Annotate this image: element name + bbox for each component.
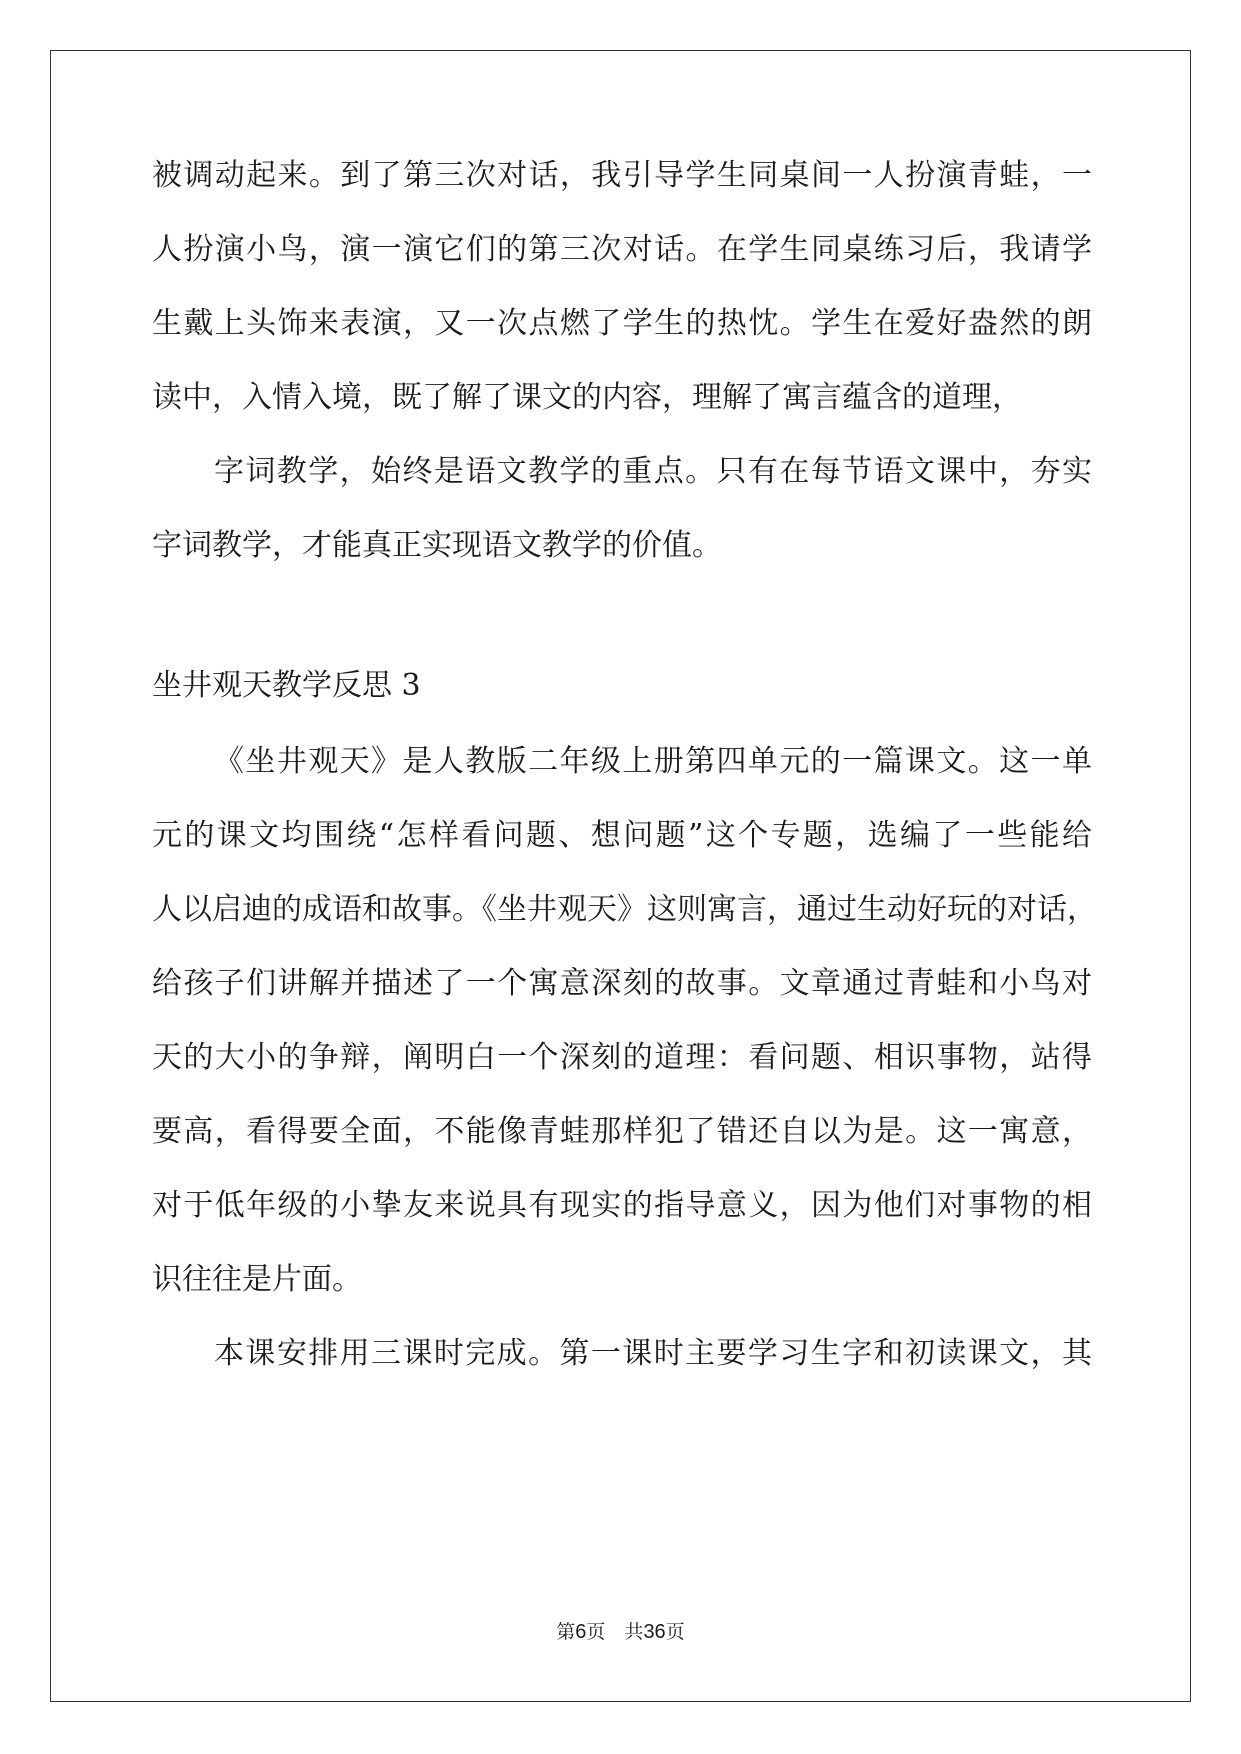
- text-line-13: 要高，看得要全面，不能像青蛙那样犯了错还自以为是。这一寓意，: [152, 1114, 1092, 1149]
- footer-suffix: 页: [665, 1621, 685, 1643]
- page-border: [50, 50, 1191, 1702]
- text-line-15: 识往往是片面。: [152, 1262, 362, 1297]
- current-page-number: 6: [575, 1621, 587, 1643]
- paragraph-first-line: 本课安排用三课时完成。第一课时主要学习生字和初读课文，其: [214, 1336, 1092, 1371]
- text-line-3: 生戴上头饰来表演，又一次点燃了学生的热忱。学生在爱好盎然的朗: [152, 306, 1092, 341]
- paragraph-first-line: 字词教学，始终是语文教学的重点。只有在每节语文课中，夯实: [214, 454, 1092, 489]
- total-pages-number: 36: [643, 1621, 666, 1643]
- paragraph-first-line: 《坐井观天》是人教版二年级上册第四单元的一篇课文。这一单: [214, 744, 1092, 779]
- text-line-12: 天的大小的争辩，阐明白一个深刻的道理：看问题、相识事物，站得: [152, 1040, 1092, 1075]
- text-line-2: 人扮演小鸟，演一演它们的第三次对话。在学生同桌练习后，我请学: [152, 232, 1092, 267]
- text-line-14: 对于低年级的小挚友来说具有现实的指导意义，因为他们对事物的相: [152, 1188, 1092, 1223]
- footer-prefix: 第: [556, 1621, 576, 1643]
- text-line-10: 人以启迪的成语和故事。《坐井观天》这则寓言，通过生动好玩的对话，: [152, 892, 1097, 927]
- section-heading: 坐井观天教学反思 3: [152, 668, 421, 703]
- text-line-9: 元的课文均围绕“怎样看问题、想问题”这个专题，选编了一些能给: [152, 818, 1092, 853]
- text-line-11: 给孩子们讲解并描述了一个寓意深刻的故事。文章通过青蛙和小鸟对: [152, 966, 1092, 1001]
- text-line-6: 字词教学，才能真正实现语文教学的价值。: [152, 528, 722, 563]
- footer-mid: 页 共: [586, 1621, 644, 1643]
- text-line-4: 读中，入情入境，既了解了课文的内容，理解了寓言蕴含的道理，: [152, 380, 1022, 415]
- page-footer: [0, 1620, 1241, 1644]
- text-line-1: 被调动起来。到了第三次对话，我引导学生同桌间一人扮演青蛙，一: [152, 158, 1092, 193]
